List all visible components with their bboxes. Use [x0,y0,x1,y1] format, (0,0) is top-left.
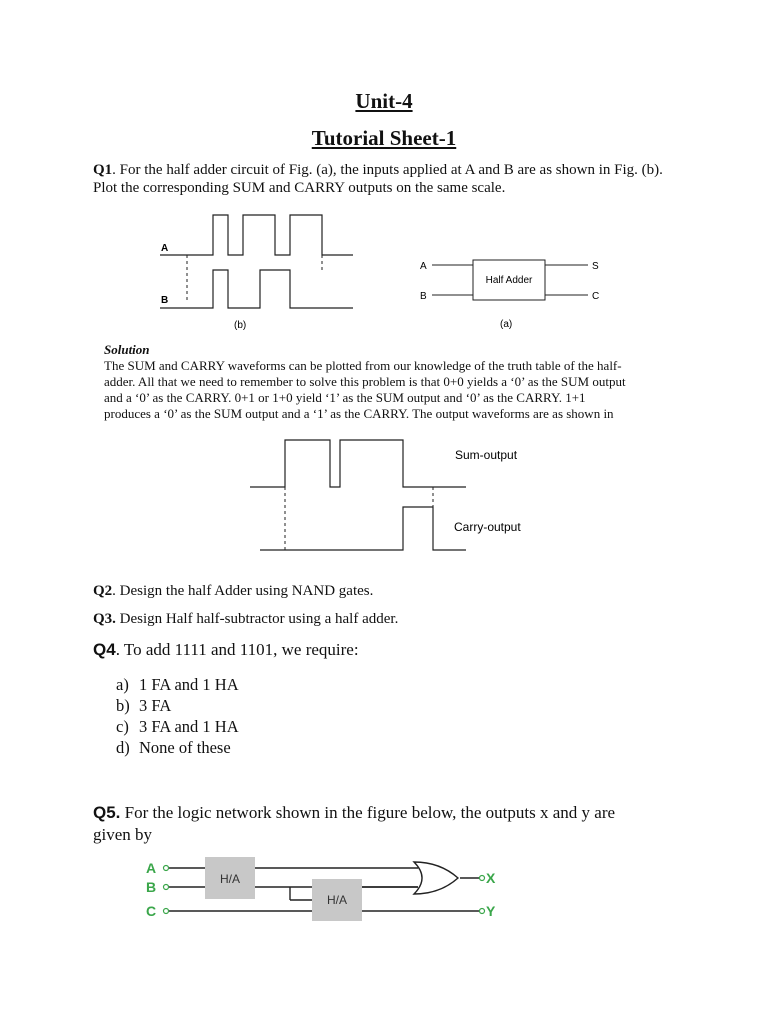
label-a: A [161,243,169,254]
q5-text [93,802,693,846]
q3-text [93,610,398,628]
solution-line-2: adder. All that we need to remember to solve this problem is that 0+0 yields a ‘0’ as the SUM output [104,374,626,389]
q3-body: Design Half half-subtractor using a half adder. [115,611,399,627]
q4-options [116,674,239,758]
carry-output-label: Carry-output [454,520,521,534]
q3-label: Q3. [93,611,116,627]
half-adder-label: Half Adder [485,275,533,286]
fig-b-waveforms [155,210,365,335]
net-output-y: Y [486,903,496,919]
q5-label: Q5. [93,803,121,822]
waveform-b [160,270,353,308]
q1-label: Q1 [93,162,113,178]
output-s-label: S [592,261,599,272]
input-b-label: B [420,291,427,302]
output-c-label: C [592,291,600,302]
q4-label: Q4 [93,640,116,659]
q5-body: For the logic network shown in the figure below, the outputs x and y are [120,803,616,822]
net-input-b: B [146,879,157,895]
input-a-label: A [420,261,427,272]
q4-option-a: a) 1 FA and 1 HA [116,675,239,694]
sheet-title: Tutorial Sheet-1 [311,126,457,150]
q4-body: . To add 1111 and 1101, we require: [115,640,359,659]
net-output-x: X [486,870,496,886]
caption-a: (a) [500,319,513,330]
fig-a-half-adder [410,250,610,335]
unit-title: Unit-4 [355,89,413,113]
solution-block [104,342,670,422]
waveform-a [160,215,353,255]
net-input-a: A [146,860,157,876]
label-b: B [161,295,169,306]
solution-line-3: and a ‘0’ as the CARRY. 0+1 or 1+0 yield ‘1’ as the SUM output and ‘0’ as the CARRY. 1+1 [104,390,586,405]
or-gate [414,862,458,894]
q4-option-b: b) 3 FA [116,696,172,715]
q2-label: Q2 [93,583,113,599]
q4-text [93,640,359,660]
q1-text [93,161,693,197]
output-waveforms [248,435,548,560]
solution-heading: Solution [104,342,150,357]
q5-line2: given by [93,825,153,844]
sum-waveform [250,440,466,487]
net-input-c: C [146,903,157,919]
solution-line-1: The SUM and CARRY waveforms can be plotted from our knowledge of the truth table of the half- [104,358,622,373]
q1-line1: . For the half adder circuit of Fig. (a), the inputs applied at A and B are as shown in Fig. (b). [112,162,663,178]
q2-text [93,582,373,600]
solution-line-4: produces a ‘0’ as the SUM output and a ‘1’ as the CARRY. The output waveforms are as shown in [104,406,614,421]
ha1-label: H/A [219,872,241,886]
ha2-label: H/A [326,893,348,907]
caption-b: (b) [234,320,247,331]
carry-waveform [260,507,466,550]
sum-output-label: Sum-output [455,448,518,462]
q4-option-c: c) 3 FA and 1 HA [116,717,239,736]
q2-body: . Design the half Adder using NAND gates. [112,583,374,599]
q4-option-d: d) None of these [116,738,231,757]
logic-network [140,852,510,932]
q1-line2: Plot the corresponding SUM and CARRY outputs on the same scale. [93,180,506,196]
